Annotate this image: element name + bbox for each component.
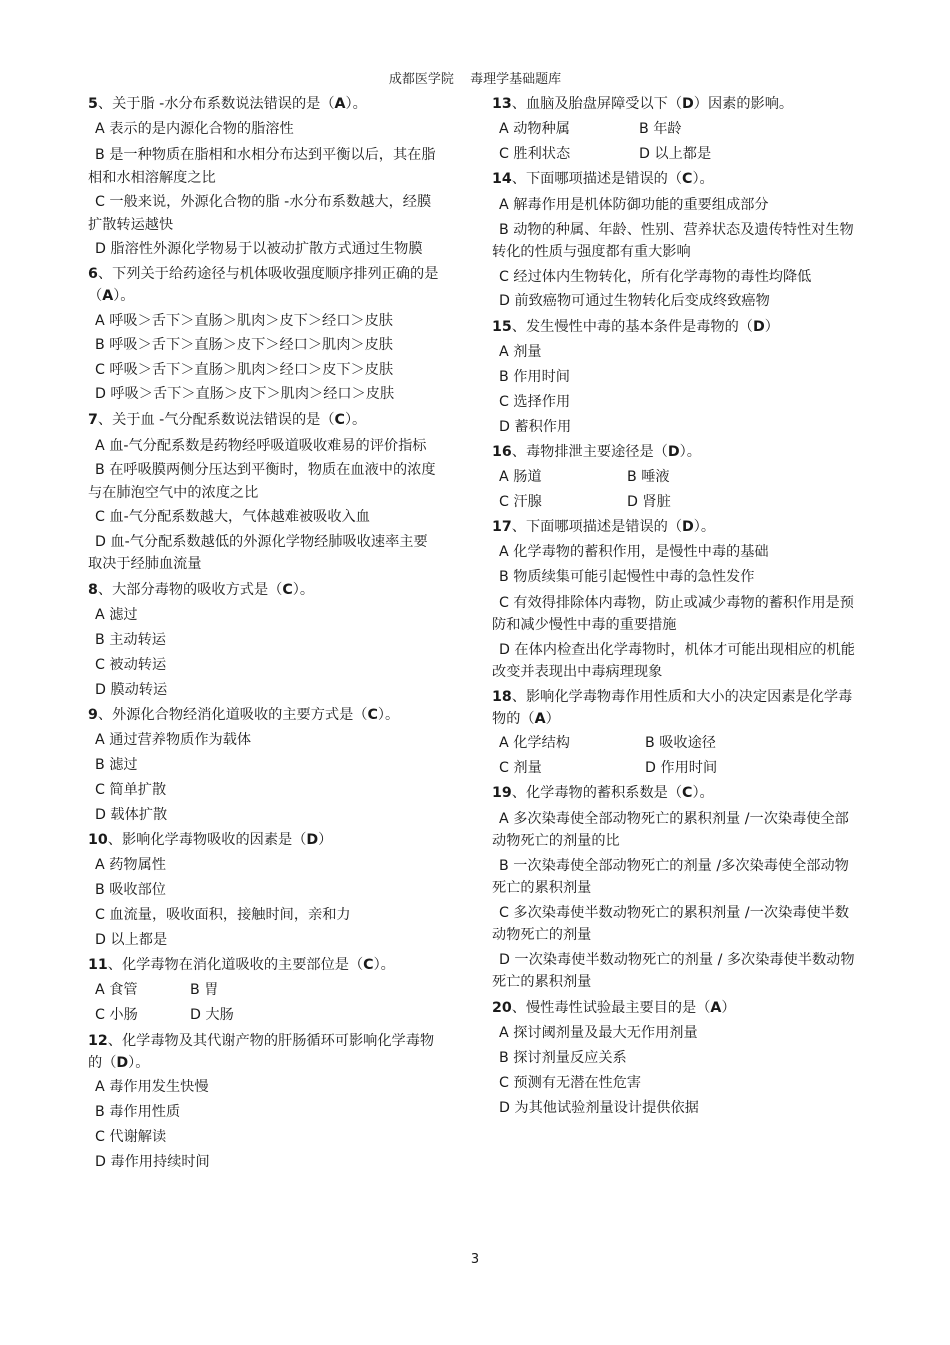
option-b: B 作用时间 [499, 368, 570, 385]
option-a: A 动物种属 [499, 121, 570, 137]
question-6 [88, 263, 440, 406]
answer-key: D [682, 518, 694, 535]
option-a: A 化学结构 [499, 734, 570, 751]
question-end: ） [318, 831, 333, 848]
option-c: C 汗腺 [499, 493, 542, 510]
answer-key: C [682, 171, 693, 187]
option-row [492, 756, 860, 781]
question-text: 、大部分毒物的吸收方式是（ [97, 581, 283, 598]
question-stem [492, 315, 860, 340]
option-c: C 多次染毒使半数动物死亡的累积剂量 /一次染毒使半数动物死亡的剂量 [492, 904, 850, 943]
question-end: ） [764, 318, 779, 335]
option-d: D 一次染毒使半数动物死亡的剂量 / 多次染毒使半数动物死亡的累积剂量 [492, 951, 855, 990]
option-a: A 毒作用发生快慢 [95, 1078, 209, 1095]
question-9 [88, 703, 440, 828]
option-c: C 有效得排除体内毒物，防止或减少毒物的蓄积作用是预防和减少慢性中毒的重要措施 [492, 594, 854, 633]
option-d: D 血-气分配系数越低的外源化学物经肺吸收速率主要取决于经肺血流量 [88, 533, 428, 572]
question-end: ）。 [344, 411, 367, 428]
question-stem [492, 92, 860, 117]
question-text: 、血脑及胎盘屏障受以下（ [511, 96, 683, 112]
answer-key: C [367, 706, 378, 723]
question-number: 14 [492, 171, 512, 187]
answer-key: D [667, 443, 680, 460]
question-text: 、下面哪项描述是错误的（ [511, 171, 683, 187]
option-a: A 多次染毒使全部动物死亡的累积剂量 /一次染毒使全部动物死亡的剂量的比 [492, 810, 849, 849]
option-b: B 一次染毒使全部动物死亡的剂量 /多次染毒使全部动物死亡的累积剂量 [492, 857, 849, 896]
question-stem [88, 953, 440, 978]
question-number: 8 [88, 581, 98, 598]
answer-key: A [334, 96, 346, 112]
question-end: ）。 [692, 171, 714, 187]
option-a: A 表示的是内源化合物的脂溶性 [95, 121, 294, 137]
option-c: C 经过体内生物转化，所有化学毒物的毒性均降低 [499, 268, 812, 285]
question-18 [492, 686, 860, 781]
header-title: 毒理学基础题库 [470, 72, 562, 87]
option-d: D 肾脏 [627, 493, 671, 510]
question-stem [88, 828, 440, 853]
question-stem [88, 1030, 440, 1075]
question-number: 10 [88, 831, 108, 848]
page-number: 3 [470, 1252, 480, 1267]
option-d: D 毒作用持续时间 [95, 1153, 210, 1170]
question-text: 、下面哪项描述是错误的（ [511, 518, 683, 535]
question-end: ）。 [377, 706, 400, 723]
option-d: D 以上都是 [95, 931, 168, 948]
question-end: ）。 [373, 956, 395, 973]
question-stem [492, 686, 860, 731]
question-number: 16 [492, 443, 512, 460]
option-b: B 年龄 [639, 121, 682, 137]
question-13 [492, 92, 860, 167]
question-stem [492, 440, 860, 465]
option-d: D 蓄积作用 [499, 418, 572, 435]
question-stem [88, 578, 440, 603]
option-b: B 唾液 [627, 468, 670, 485]
option-d: D 载体扩散 [95, 806, 168, 823]
answer-key: D [682, 96, 694, 112]
option-b: B 呼吸＞舌下＞直肠＞皮下＞经口＞肌肉＞皮肤 [95, 337, 393, 353]
question-number: 5 [88, 96, 98, 112]
question-stem [88, 92, 440, 117]
question-end: ）。 [113, 288, 135, 304]
option-a: A 药物属性 [95, 856, 166, 873]
option-a: A 呼吸＞舌下＞直肠＞肌肉＞皮下＞经口＞皮肤 [95, 312, 393, 329]
question-11 [88, 953, 440, 1028]
question-text: 、影响化学毒物毒作用性质和大小的决定因素是化学毒物的（ [492, 688, 853, 727]
question-end: ）。 [693, 518, 716, 535]
question-stem [492, 781, 860, 806]
answer-key: A [102, 288, 114, 304]
question-19 [492, 781, 860, 994]
question-10 [88, 828, 440, 953]
question-end: ） [545, 711, 560, 727]
option-b: B 动物的种属、年龄、性别、营养状态及遗传特性对生物转化的性质与强度都有重大影响 [492, 221, 854, 260]
question-stem [88, 408, 440, 433]
question-end: ）。 [679, 443, 701, 460]
option-c: C 被动转运 [95, 656, 167, 673]
option-c: C 简单扩散 [95, 781, 167, 798]
option-b: B 探讨剂量反应关系 [499, 1049, 627, 1066]
answer-key: C [682, 784, 693, 801]
question-number: 15 [492, 318, 512, 335]
option-d: D 前致癌物可通过生物转化后变成终致癌物 [499, 293, 770, 309]
question-17 [492, 515, 860, 684]
option-c: C 代谢解读 [95, 1128, 167, 1145]
option-c: C 选择作用 [499, 393, 571, 410]
question-number: 13 [492, 96, 512, 112]
question-8 [88, 578, 440, 703]
option-a: A 食管 [95, 981, 138, 998]
question-number: 11 [88, 956, 108, 973]
question-text: 、化学毒物的蓄积系数是（ [511, 784, 683, 801]
option-row [492, 117, 860, 142]
question-5 [88, 92, 440, 261]
right-column [492, 92, 860, 1121]
option-d: D 以上都是 [639, 146, 712, 162]
option-row [492, 142, 860, 167]
option-c: C 胜利状态 [499, 146, 571, 162]
question-text: 、化学毒物及其代谢产物的肝肠循环可影响化学毒物的（ [88, 1032, 435, 1071]
option-a: A 剂量 [499, 343, 542, 360]
option-d: D 脂溶性外源化学物易于以被动扩散方式通过生物膜 [95, 241, 423, 257]
question-stem [492, 515, 860, 540]
page-header [0, 68, 950, 87]
option-d: D 在体内检查出化学毒物时，机体才可能出现相应的机能改变并表现出中毒病理现象 [492, 641, 855, 680]
question-stem [492, 996, 860, 1021]
question-number: 20 [492, 999, 512, 1016]
option-d: D 为其他试验剂量设计提供依据 [499, 1099, 699, 1116]
option-c: C 呼吸＞舌下＞直肠＞肌肉＞经口＞皮下＞皮肤 [95, 361, 394, 378]
option-b: B 胃 [190, 981, 219, 998]
option-c: C 血流量，吸收面积，接触时间，亲和力 [95, 906, 351, 923]
answer-key: A [534, 711, 546, 727]
question-number: 18 [492, 688, 512, 705]
answer-key: C [282, 581, 293, 598]
option-b: B 滤过 [95, 756, 138, 773]
question-number: 6 [88, 265, 98, 282]
option-b: B 在呼吸膜两侧分压达到平衡时，物质在血液中的浓度与在肺泡空气中的浓度之比 [88, 462, 436, 501]
question-end: ）。 [292, 581, 315, 598]
question-text: 、慢性毒性试验最主要目的是（ [511, 999, 711, 1016]
question-number: 9 [88, 706, 98, 723]
question-14 [492, 167, 860, 313]
question-text: 、发生慢性中毒的基本条件是毒物的（ [511, 318, 753, 335]
option-d: D 呼吸＞舌下＞直肠＞皮下＞肌肉＞经口＞皮肤 [95, 386, 395, 402]
option-b: B 物质续集可能引起慢性中毒的急性发作 [499, 568, 755, 585]
option-b: B 毒作用性质 [95, 1103, 181, 1120]
answer-key: D [116, 1055, 129, 1071]
header-school: 成都医学院 [388, 72, 454, 87]
question-text: 、关于血 -气分配系数说法错误的是（ [97, 411, 335, 428]
question-end: ） [721, 999, 736, 1016]
question-number: 7 [88, 411, 98, 428]
answer-key: D [752, 318, 765, 335]
option-a: A 通过营养物质作为载体 [95, 731, 252, 748]
question-stem [88, 703, 440, 728]
option-b: B 吸收部位 [95, 881, 166, 898]
option-c: C 一般来说，外源化合物的脂 -水分布系数越大，经膜扩散转运越快 [88, 194, 432, 233]
left-column [88, 92, 440, 1175]
question-text: 、关于脂 -水分布系数说法错误的是（ [97, 96, 335, 112]
question-end: ）。 [345, 96, 367, 112]
option-row [492, 490, 860, 515]
option-a: A 化学毒物的蓄积作用，是慢性中毒的基础 [499, 543, 769, 560]
question-text: 、外源化合物经消化道吸收的主要方式是（ [97, 706, 368, 723]
option-b: B 主动转运 [95, 631, 166, 648]
option-b: B 吸收途径 [645, 734, 716, 751]
option-row [88, 1003, 440, 1028]
option-c: C 小肠 [95, 1006, 138, 1023]
question-end: ）。 [128, 1055, 150, 1071]
option-d: D 大肠 [190, 1006, 234, 1023]
option-a: A 解毒作用是机体防御功能的重要组成部分 [499, 197, 769, 213]
question-text: 、化学毒物在消化道吸收的主要部位是（ [107, 956, 364, 973]
question-12 [88, 1030, 440, 1175]
option-row [492, 465, 860, 490]
option-row [492, 731, 860, 756]
option-a: A 滤过 [95, 606, 138, 623]
question-7 [88, 408, 440, 576]
option-a: A 探讨阈剂量及最大无作用剂量 [499, 1024, 698, 1041]
question-number: 12 [88, 1032, 108, 1049]
option-c: C 预测有无潜在性危害 [499, 1074, 642, 1091]
option-c: C 剂量 [499, 759, 542, 776]
answer-key: C [363, 956, 374, 973]
question-16 [492, 440, 860, 515]
answer-key: C [334, 411, 345, 428]
question-15 [492, 315, 860, 440]
question-number: 19 [492, 784, 512, 801]
option-c: C 血-气分配系数越大，气体越难被吸收入血 [95, 509, 370, 525]
question-20 [492, 996, 860, 1121]
option-a: A 血-气分配系数是药物经呼吸道吸收难易的评价指标 [95, 437, 427, 454]
option-row [88, 978, 440, 1003]
question-end: ）。 [692, 784, 714, 801]
option-b: B 是一种物质在脂相和水相分布达到平衡以后，其在脂相和水相溶解度之比 [88, 147, 436, 186]
question-stem [88, 263, 440, 308]
question-stem [492, 167, 860, 192]
option-a: A 肠道 [499, 468, 542, 485]
answer-key: A [710, 999, 722, 1016]
question-number: 17 [492, 518, 512, 535]
option-d: D 作用时间 [645, 759, 718, 776]
question-text: 、下列关于给药途径与机体吸收强度顺序排列正确的是（ [88, 265, 439, 304]
question-text: 、毒物排泄主要途径是（ [511, 443, 668, 460]
answer-key: D [306, 831, 319, 848]
question-text: 、影响化学毒物吸收的因素是（ [107, 831, 307, 848]
question-end: ）因素的影响。 [693, 96, 794, 112]
option-d: D 膜动转运 [95, 681, 168, 698]
